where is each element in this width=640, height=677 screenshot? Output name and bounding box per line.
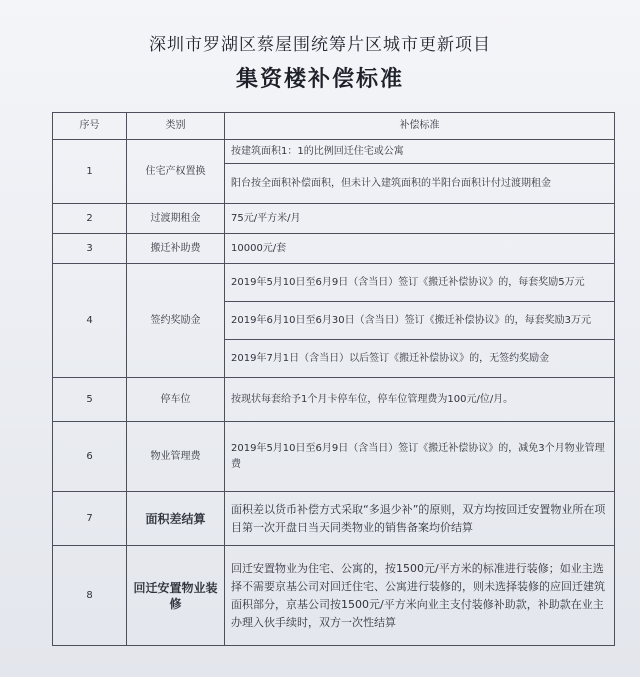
row-standard: 回迁安置物业为住宅、公寓的，按1500元/平方米的标准进行装修；如业主选择不需要京基公司对回迁住宅、公寓进行装修的，则未选择装修的应回迁建筑面积部分，京基公司按1500元/平方米向业主支付装修补助款，补助款在业主办理入伙手续时，双方一次性结算 — [225, 546, 615, 646]
row-category: 签约奖励金 — [127, 264, 225, 378]
row-number: 8 — [53, 546, 127, 646]
row-number: 4 — [53, 264, 127, 378]
header-category: 类别 — [127, 113, 225, 140]
row-category: 过渡期租金 — [127, 204, 225, 234]
row-standard: 面积差以货币补偿方式采取“多退少补”的原则，双方均按回迁安置物业所在项目第一次开盘日当天同类物业的销售备案均价结算 — [225, 492, 615, 546]
table-row — [53, 204, 615, 234]
row-category: 搬迁补助费 — [127, 234, 225, 264]
row-number: 3 — [53, 234, 127, 264]
table-row — [53, 546, 615, 646]
row-number: 5 — [53, 378, 127, 422]
row-standard: 阳台按全面积补偿面积，但未计入建筑面积的半阳台面积计付过渡期租金 — [225, 164, 615, 204]
table-row — [53, 422, 615, 492]
row-standard: 2019年6月10日至6月30日（含当日）签订《搬迁补偿协议》的，每套奖励3万元 — [225, 302, 615, 340]
table-row — [53, 234, 615, 264]
table-header-row — [53, 113, 615, 140]
table-row — [53, 492, 615, 546]
row-standard: 2019年5月10日至6月9日（含当日）签订《搬迁补偿协议》的，每套奖励5万元 — [225, 264, 615, 302]
row-category: 面积差结算 — [127, 492, 225, 546]
row-standard: 2019年5月10日至6月9日（含当日）签订《搬迁补偿协议》的，减免3个月物业管理费 — [225, 422, 615, 492]
row-category: 回迁安置物业装修 — [127, 546, 225, 646]
table-row — [53, 264, 615, 302]
header-number: 序号 — [53, 113, 127, 140]
row-category: 物业管理费 — [127, 422, 225, 492]
row-category: 住宅产权置换 — [127, 140, 225, 204]
row-category: 停车位 — [127, 378, 225, 422]
row-number: 7 — [53, 492, 127, 546]
row-standard: 10000元/套 — [225, 234, 615, 264]
row-number: 6 — [53, 422, 127, 492]
row-standard: 按现状每套给予1个月卡停车位，停车位管理费为100元/位/月。 — [225, 378, 615, 422]
table-row — [53, 378, 615, 422]
document-title: 深圳市罗湖区蔡屋围统筹片区城市更新项目 — [149, 35, 491, 55]
row-number: 1 — [53, 140, 127, 204]
compensation-table — [52, 112, 615, 646]
row-standard: 按建筑面积1：1的比例回迁住宅或公寓 — [225, 140, 615, 164]
row-standard: 2019年7月1日（含当日）以后签订《搬迁补偿协议》的，无签约奖励金 — [225, 340, 615, 378]
table-row — [53, 140, 615, 164]
row-standard: 75元/平方米/月 — [225, 204, 615, 234]
row-number: 2 — [53, 204, 127, 234]
header-standard: 补偿标准 — [225, 113, 615, 140]
document-subtitle: 集资楼补偿标准 — [235, 66, 404, 92]
